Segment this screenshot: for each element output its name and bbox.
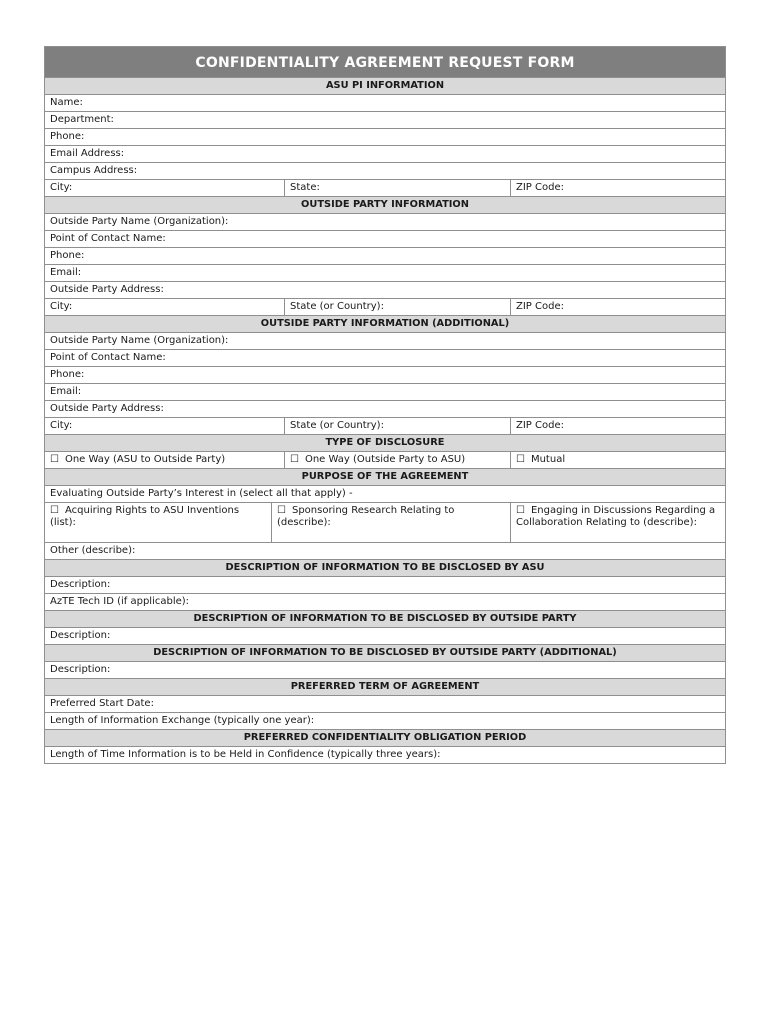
checkbox-icon[interactable]: ☐: [516, 505, 525, 516]
pi-department-field[interactable]: Department:: [45, 112, 726, 129]
pi-city-field[interactable]: City:: [45, 180, 285, 197]
checkbox-icon[interactable]: ☐: [516, 454, 525, 465]
purpose-other-field[interactable]: Other (describe):: [45, 543, 726, 560]
asu-description-field[interactable]: Description:: [45, 577, 726, 594]
op-state-field[interactable]: State (or Country):: [285, 299, 511, 316]
option-label: One Way (ASU to Outside Party): [64, 454, 226, 465]
op-description-field[interactable]: Description:: [45, 628, 726, 645]
op-org-field[interactable]: Outside Party Name (Organization):: [45, 214, 726, 231]
request-form-table: [44, 46, 726, 764]
op2-email-field[interactable]: Email:: [45, 384, 726, 401]
op-contact-field[interactable]: Point of Contact Name:: [45, 231, 726, 248]
op-email-field[interactable]: Email:: [45, 265, 726, 282]
purpose-option-acquiring-rights[interactable]: [45, 503, 272, 543]
checkbox-icon[interactable]: ☐: [290, 454, 299, 465]
pi-name-field[interactable]: Name:: [45, 95, 726, 112]
option-label: Engaging in Discussions Regarding a Collaboration Relating to (describe):: [516, 505, 716, 528]
section-header-outside-party-additional: OUTSIDE PARTY INFORMATION (ADDITIONAL): [45, 316, 726, 333]
purpose-option-collaboration[interactable]: [511, 503, 726, 543]
section-header-op-disclosure: DESCRIPTION OF INFORMATION TO BE DISCLOSED BY OUTSIDE PARTY: [45, 611, 726, 628]
op2-state-field[interactable]: State (or Country):: [285, 418, 511, 435]
op2-zip-field[interactable]: ZIP Code:: [511, 418, 726, 435]
disclosure-option-outside-to-asu[interactable]: [285, 452, 511, 469]
op-city-field[interactable]: City:: [45, 299, 285, 316]
purpose-option-sponsoring-research[interactable]: [272, 503, 511, 543]
pi-email-field[interactable]: Email Address:: [45, 146, 726, 163]
op-phone-field[interactable]: Phone:: [45, 248, 726, 265]
pi-phone-field[interactable]: Phone:: [45, 129, 726, 146]
disclosure-option-asu-to-outside[interactable]: [45, 452, 285, 469]
checkbox-icon[interactable]: ☐: [50, 454, 59, 465]
op2-address-field[interactable]: Outside Party Address:: [45, 401, 726, 418]
op2-city-field[interactable]: City:: [45, 418, 285, 435]
op2-phone-field[interactable]: Phone:: [45, 367, 726, 384]
op-zip-field[interactable]: ZIP Code:: [511, 299, 726, 316]
checkbox-icon[interactable]: ☐: [277, 505, 286, 516]
section-header-op-disclosure-additional: DESCRIPTION OF INFORMATION TO BE DISCLOSED BY OUTSIDE PARTY (ADDITIONAL): [45, 645, 726, 662]
op2-description-field[interactable]: Description:: [45, 662, 726, 679]
pi-campus-address-field[interactable]: Campus Address:: [45, 163, 726, 180]
checkbox-icon[interactable]: ☐: [50, 505, 59, 516]
section-header-disclosure-type: TYPE OF DISCLOSURE: [45, 435, 726, 452]
section-header-asu-pi: ASU PI INFORMATION: [45, 78, 726, 95]
option-label: One Way (Outside Party to ASU): [304, 454, 466, 465]
op2-org-field[interactable]: Outside Party Name (Organization):: [45, 333, 726, 350]
azte-tech-id-field[interactable]: AzTE Tech ID (if applicable):: [45, 594, 726, 611]
option-label: Acquiring Rights to ASU Inventions (list):: [50, 505, 240, 528]
pi-zip-field[interactable]: ZIP Code:: [511, 180, 726, 197]
section-header-term: PREFERRED TERM OF AGREEMENT: [45, 679, 726, 696]
section-header-obligation-period: PREFERRED CONFIDENTIALITY OBLIGATION PERIOD: [45, 730, 726, 747]
exchange-length-field[interactable]: Length of Information Exchange (typically one year):: [45, 713, 726, 730]
preferred-start-date-field[interactable]: Preferred Start Date:: [45, 696, 726, 713]
op-address-field[interactable]: Outside Party Address:: [45, 282, 726, 299]
form-title: CONFIDENTIALITY AGREEMENT REQUEST FORM: [45, 47, 726, 78]
disclosure-option-mutual[interactable]: [511, 452, 726, 469]
purpose-intro: Evaluating Outside Party’s Interest in (select all that apply) -: [45, 486, 726, 503]
confidence-length-field[interactable]: Length of Time Information is to be Held in Confidence (typically three years):: [45, 747, 726, 764]
op2-contact-field[interactable]: Point of Contact Name:: [45, 350, 726, 367]
option-label: Sponsoring Research Relating to (describe):: [277, 505, 455, 528]
section-header-purpose: PURPOSE OF THE AGREEMENT: [45, 469, 726, 486]
option-label: Mutual: [530, 454, 566, 465]
pi-state-field[interactable]: State:: [285, 180, 511, 197]
section-header-outside-party: OUTSIDE PARTY INFORMATION: [45, 197, 726, 214]
section-header-asu-disclosure: DESCRIPTION OF INFORMATION TO BE DISCLOSED BY ASU: [45, 560, 726, 577]
